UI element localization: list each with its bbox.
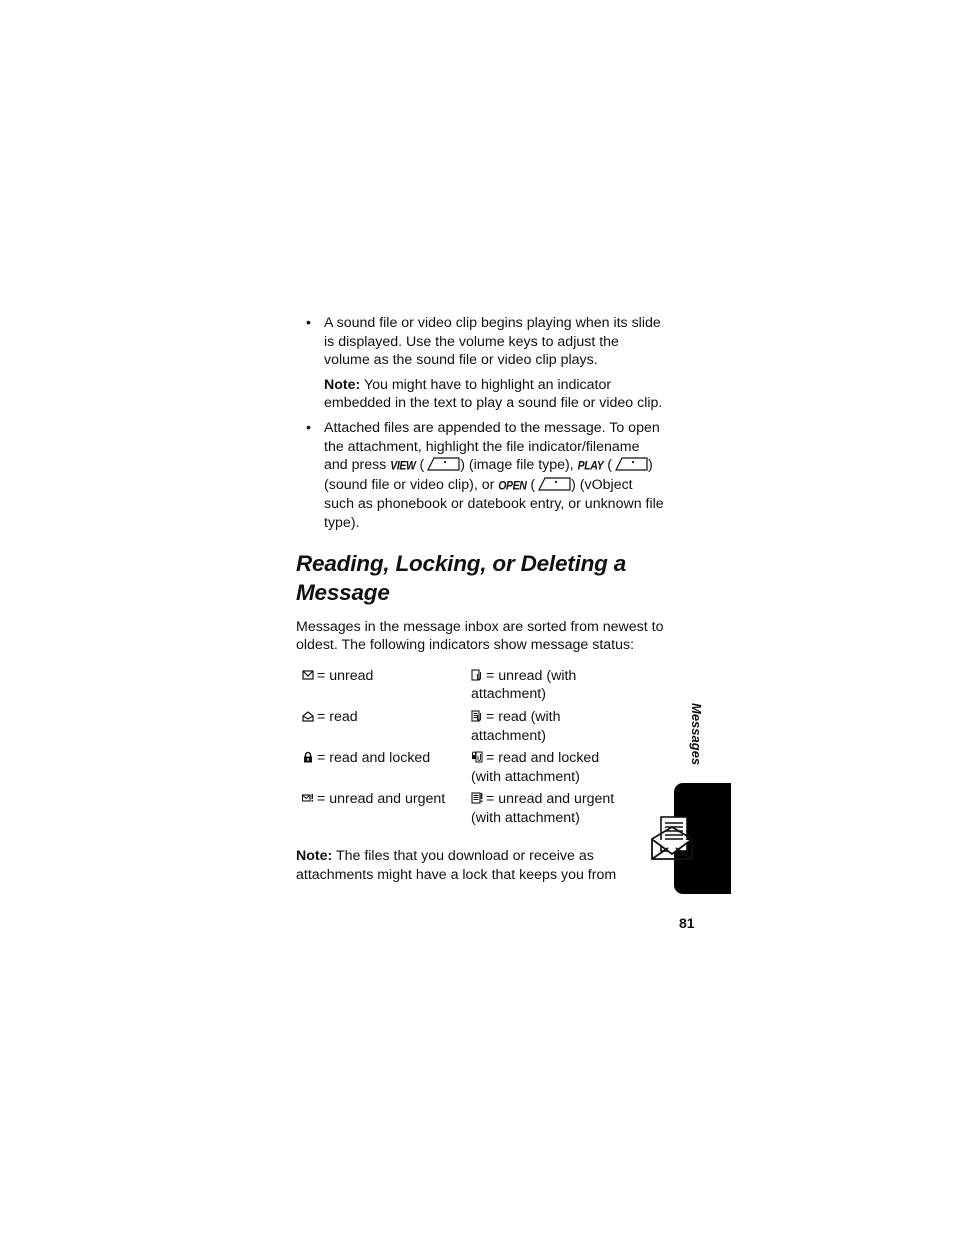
message-envelope-icon <box>650 815 694 861</box>
indicator-cell <box>302 749 471 790</box>
softkey-button-icon <box>535 477 571 491</box>
read-attachment-icon <box>471 710 483 722</box>
urgent-envelope-icon <box>302 792 314 804</box>
paren: ( <box>530 476 536 493</box>
urgent-attachment-icon <box>471 792 483 804</box>
table-row <box>302 749 632 790</box>
indicator-label: = unread and urgent <box>317 791 446 808</box>
indicator-cell <box>471 667 632 708</box>
indicator-label: = unread <box>317 667 374 684</box>
indicator-label: = unread (with attachment) <box>471 667 577 703</box>
indicator-cell <box>471 790 632 831</box>
unread-envelope-icon <box>302 669 314 681</box>
indicator-cell <box>302 708 471 749</box>
paren: ( <box>419 457 425 474</box>
bullet-text <box>324 419 666 533</box>
indicator-cell <box>471 749 632 790</box>
table-row <box>302 667 632 708</box>
table-row <box>302 790 632 831</box>
chapter-side-label: Messages <box>689 703 704 766</box>
lock-icon <box>302 751 314 763</box>
indicator-cell <box>302 790 471 831</box>
bullet-note <box>324 376 666 413</box>
unread-attachment-icon <box>471 669 483 681</box>
page-number: 81 <box>679 915 695 931</box>
indicator-cell <box>471 708 632 749</box>
note-text: You might have to highlight an indicator embedded in the text to play a sound file or video clip. <box>324 376 663 412</box>
bullet-dot: • <box>306 315 311 331</box>
note-label: Note: <box>324 376 361 393</box>
table-row <box>302 708 632 749</box>
text-segment: ) (sound file or video clip), or <box>324 457 653 493</box>
softkey-button-icon <box>612 457 648 471</box>
bullet-item <box>296 314 666 413</box>
read-envelope-icon <box>302 710 314 722</box>
indicator-label: = read (with attachment) <box>471 708 561 744</box>
closing-note <box>296 847 666 884</box>
text-segment: ) (image file type), <box>460 457 578 474</box>
intro-paragraph: Messages in the message inbox are sorted from newest to oldest. The following indicators show message status: <box>296 618 664 654</box>
indicator-cell <box>302 667 471 708</box>
page-content <box>296 314 666 899</box>
note-text: The files that you download or receive as attachments might have a lock that keeps you from <box>296 848 617 884</box>
paren: ( <box>607 457 612 474</box>
section-heading: Reading, Locking, or Deleting a Message <box>296 550 627 605</box>
softkey-button-icon <box>424 457 460 471</box>
text-segment: ) (vObject such as phonebook or datebook entry, or unknown file type). <box>324 476 664 531</box>
indicator-label: = unread and urgent (with attachment) <box>471 791 615 826</box>
softkey-play: PLAY <box>577 459 604 474</box>
locked-attachment-icon <box>471 751 483 763</box>
bullet-text: A sound file or video clip begins playing when its slide is displayed. Use the volume keys to adjust the volume as the sound file or video clip plays. <box>324 315 661 369</box>
indicator-label: = read <box>317 708 358 725</box>
bullet-dot: • <box>306 419 311 436</box>
text-segment: Attached files are appended to the message. To open the attachment, highlight the file indicator/filename and press <box>324 419 660 474</box>
softkey-open: OPEN <box>498 478 527 493</box>
indicator-label: = read and locked (with attachment) <box>471 750 600 785</box>
bullet-item <box>296 419 666 533</box>
indicator-label: = read and locked <box>317 750 431 767</box>
note-label: Note: <box>296 848 333 865</box>
softkey-view: VIEW <box>390 459 416 474</box>
indicator-table <box>302 667 632 832</box>
